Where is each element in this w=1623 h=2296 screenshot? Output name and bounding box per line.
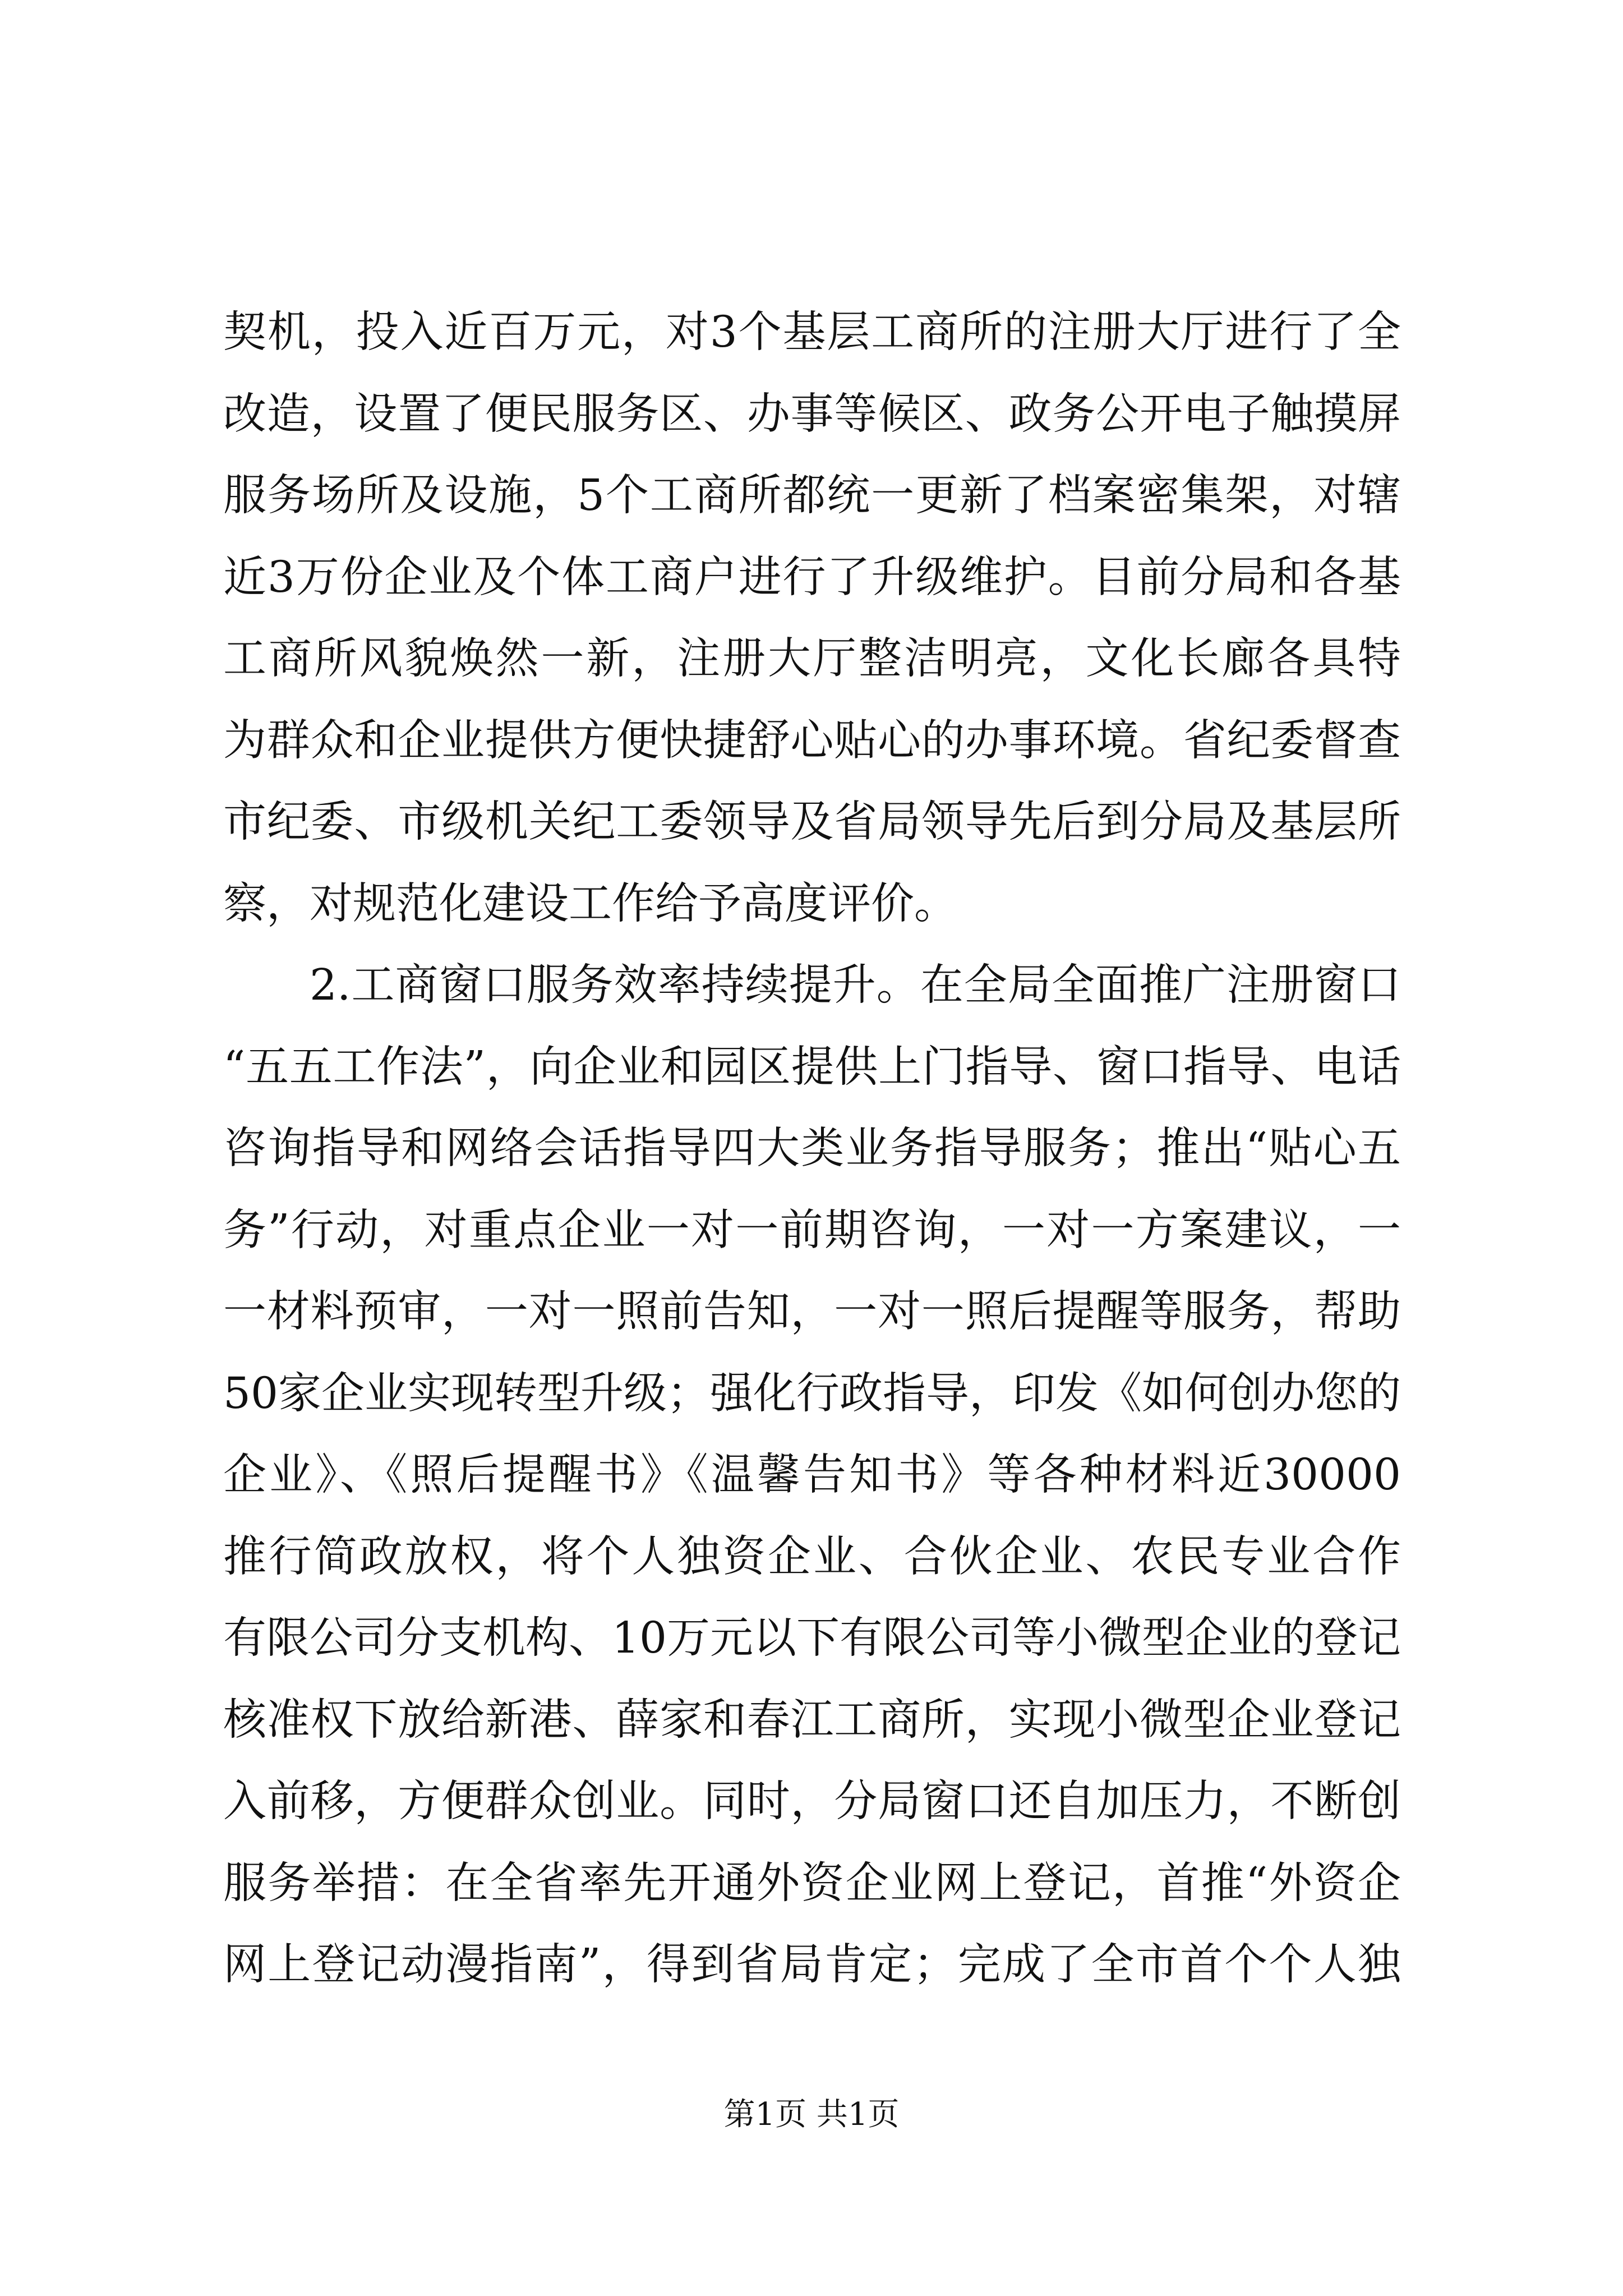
text-line: 服务场所及设施，5个工商所都统一更新了档案密集架，对辖 (223, 471, 1401, 521)
text-line: 市纪委、市级机关纪工委领导及省局领导先后到分局及基层所 (223, 797, 1401, 847)
text-line: 务”行动，对重点企业一对一前期咨询，一对一方案建议，一 (223, 1205, 1401, 1255)
text-line: 有限公司分支机构、10万元以下有限公司等小微型企业的登记 (223, 1613, 1401, 1663)
text-line: 改造，设置了便民服务区、办事等候区、政务公开电子触摸屏 (223, 389, 1401, 439)
text-line: 企业》、《照后提醒书》《温馨告知书》等各种材料近30000 (223, 1450, 1401, 1500)
text-line: 服务举措：在全省率先开通外资企业网上登记，首推“外资企 (223, 1858, 1401, 1908)
text-line: 推行简政放权，将个人独资企业、合伙企业、农民专业合作 (223, 1531, 1401, 1582)
text-line: 察，对规范化建设工作给予高度评价。 (223, 878, 957, 929)
text-line: 50家企业实现转型升级；强化行政指导，印发《如何创办您的 (223, 1368, 1401, 1419)
paragraph-start-line: 2.工商窗口服务效率持续提升。在全局全面推广注册窗口 (310, 960, 1401, 1010)
text-line: 网上登记动漫指南”，得到省局肯定；完成了全市首个个人独 (223, 1940, 1401, 1990)
text-line: 契机，投入近百万元，对3个基层工商所的注册大厅进行了全 (223, 307, 1401, 357)
body-text (223, 292, 1401, 2006)
text-line: 入前移，方便群众创业。同时，分局窗口还自加压力，不断创 (223, 1777, 1401, 1826)
text-line: 工商所风貌焕然一新，注册大厅整洁明亮，文化长廊各具特 (223, 634, 1401, 684)
text-line: 为群众和企业提供方便快捷舒心贴心的办事环境。省纪委督查 (223, 715, 1401, 766)
text-line: 近3万份企业及个体工商户进行了升级维护。目前分局和各基 (223, 552, 1401, 602)
text-line: 咨询指导和网络会话指导四大类业务指导服务；推出“贴心五 (223, 1124, 1401, 1174)
text-line: “五五工作法”，向企业和园区提供上门指导、窗口指导、电话 (223, 1042, 1401, 1092)
text-line: 一材料预审，一对一照前告知，一对一照后提醒等服务，帮助 (223, 1287, 1401, 1337)
page-number-footer: 第1页 共1页 (723, 2096, 900, 2133)
text-line: 核准权下放给新港、薛家和春江工商所，实现小微型企业登记 (223, 1695, 1401, 1745)
